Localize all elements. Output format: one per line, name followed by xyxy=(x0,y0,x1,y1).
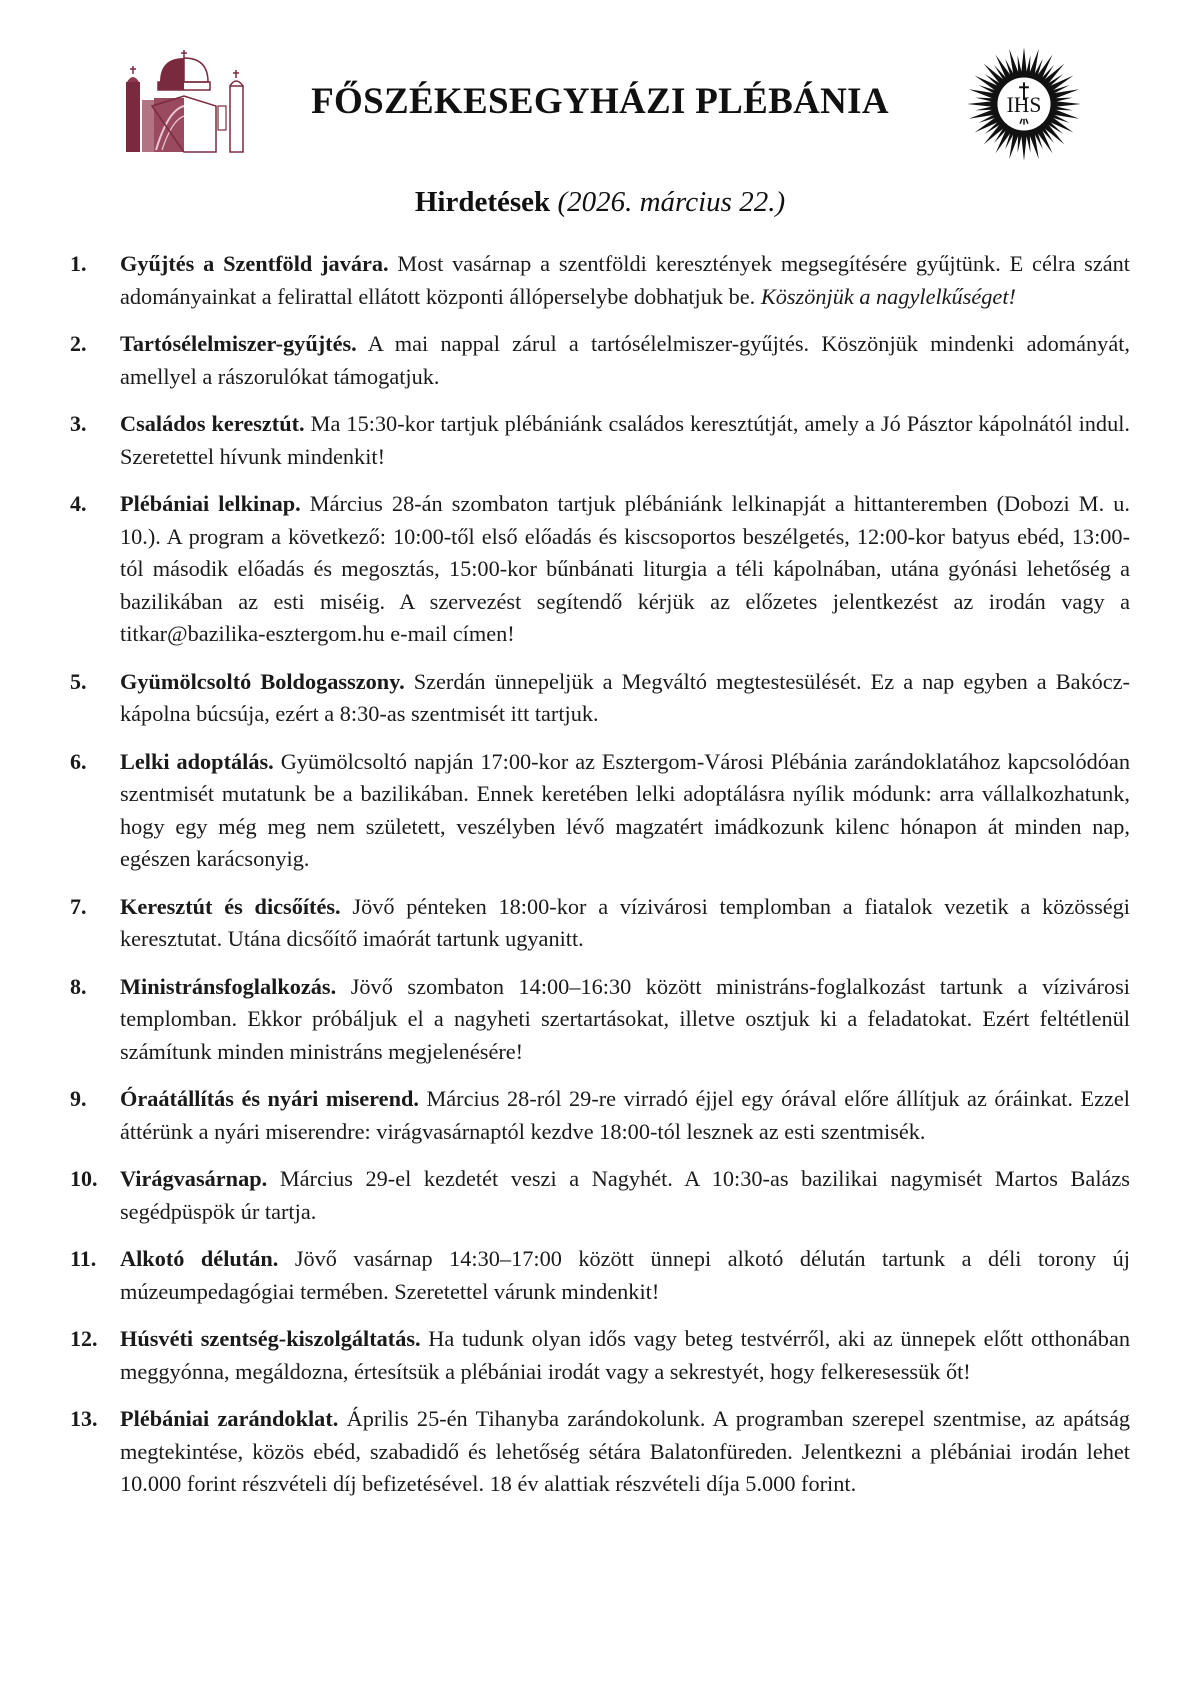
item-body xyxy=(120,328,1130,393)
item-text: Ma 15:30-kor tartjuk plébániánk családos keresztútját, amely a Jó Pásztor kápolnától indul. Szeretettel hívunk mindenkit! xyxy=(120,411,1130,469)
item-number: 9. xyxy=(70,1086,87,1111)
announcements-heading xyxy=(0,186,1200,219)
item-number: 10. xyxy=(70,1166,98,1191)
announcements-label: Hirdetések xyxy=(414,186,551,218)
announcement-item xyxy=(70,1323,1130,1388)
announcement-item xyxy=(70,1083,1130,1148)
announcement-item xyxy=(70,971,1130,1069)
item-heading: Plébániai zarándoklat. xyxy=(120,1406,339,1431)
item-text: Jövő szombaton 14:00–16:30 között ministráns-foglalkozást tartunk a vízivárosi templomban. Ekkor próbáljuk el a nagyheti szertartásokat, illetve osztjuk ki a feladatokat. Ezért feltétlenül számítunk minden ministráns megjelenésére! xyxy=(120,973,1130,1064)
item-heading: Gyűjtés a Szentföld javára. xyxy=(120,251,389,276)
announcement-item xyxy=(70,1403,1130,1501)
item-text: Jövő pénteken 18:00-kor a vízivárosi templomban a fiatalok vezetik a közösségi keresztutat. Utána dicsőítő imaórát tartunk ugyanitt. xyxy=(120,893,1131,951)
announcement-item xyxy=(70,408,1130,473)
item-number: 12. xyxy=(70,1326,98,1351)
announcement-item xyxy=(70,328,1130,393)
item-text: Szerdán ünnepeljük a Megváltó megtestesülését. Ez a nap egyben a Bakócz-kápolna búcsúja, ezért a 8:30-as szentmisét itt tartjuk. xyxy=(120,668,1130,726)
item-body xyxy=(120,891,1130,956)
announcement-item xyxy=(70,891,1130,956)
announcement-item xyxy=(70,746,1130,876)
announcement-item xyxy=(70,248,1130,313)
announcements-list xyxy=(70,248,1130,1516)
item-heading: Virágvasárnap. xyxy=(120,1166,268,1191)
item-body xyxy=(120,1243,1130,1308)
item-number: 11. xyxy=(70,1246,97,1271)
item-number: 7. xyxy=(70,893,87,919)
item-body xyxy=(120,1163,1130,1228)
item-text: Gyümölcsoltó napján 17:00-kor az Esztergom-Városi Plébánia zarándoklatához kapcsolódóan szentmisét mutatunk be a bazilikában. Ennek keretében lelki adoptálásra nyílik módunk: arra vállalkozhatunk, hogy egy még meg nem született, veszélyben lévő magzatért imádkozunk kilenc hónapon át minden nap, egészen karácsonyig. xyxy=(120,748,1130,871)
item-text: A mai nappal zárul a tartósélelmiszer-gyűjtés. Köszönjük mindenki adományát, amellyel a rászorulókat támogatjuk. xyxy=(120,331,1130,389)
item-text: Ha tudunk olyan idős vagy beteg testvérről, aki az ünnepek előtt otthonában meggyónna, megáldozna, értesítsük a plébániai irodát vagy a sekrestyét, hogy felkeresessük őt! xyxy=(120,1326,1130,1384)
item-text: Március 29-el kezdetét veszi a Nagyhét. A 10:30-as bazilikai nagymisét Martos Balázs segédpüspök úr tartja. xyxy=(120,1166,1130,1224)
item-body xyxy=(120,248,1130,313)
announcement-item xyxy=(70,488,1130,651)
item-heading: Tartósélelmiszer-gyűjtés. xyxy=(120,331,357,356)
item-text: Április 25-én Tihanyba zarándokolunk. A programban szerepel szentmise, az apátság megtekintése, közös ebéd, szabadidő és lehetőség sétára Balatonfüreden. Jelentkezni a plébániai irodán lehet 10.000 forint részvételi díj befizetésével. 18 év alattiak részvételi díja 5.000 forint. xyxy=(120,1406,1130,1496)
item-body xyxy=(120,408,1130,473)
item-number: 13. xyxy=(70,1406,98,1431)
item-number: 4. xyxy=(70,491,87,516)
page-header xyxy=(0,0,1200,190)
item-heading: Keresztút és dicsőítés. xyxy=(120,893,341,919)
item-heading: Húsvéti szentség-kiszolgáltatás. xyxy=(120,1326,421,1351)
item-heading: Plébániai lelkinap. xyxy=(120,491,301,516)
announcement-item xyxy=(70,1243,1130,1308)
item-number: 1. xyxy=(70,251,87,276)
item-heading: Ministránsfoglalkozás. xyxy=(120,973,337,999)
item-text: Jövő vasárnap 14:30–17:00 között ünnepi alkotó délután tartunk a déli torony új múzeumpedagógiai termében. Szeretettel várunk mindenkit! xyxy=(120,1246,1130,1304)
item-body xyxy=(120,1323,1130,1388)
ihs-sun-emblem-icon xyxy=(965,45,1083,163)
item-text: Március 28-ról 29-re virradó éjjel egy órával előre állítjuk az óráinkat. Ezzel áttérünk a nyári miserendre: virágvasárnaptól kezdve 18:00-tól lesznek az esti szentmisék. xyxy=(120,1086,1130,1144)
page-title: FŐSZÉKESEGYHÁZI PLÉBÁNIA xyxy=(311,81,889,122)
item-body xyxy=(120,971,1130,1069)
item-number: 2. xyxy=(70,331,87,356)
item-heading: Gyümölcsoltó Boldogasszony. xyxy=(120,668,405,694)
item-text: Most vasárnap a szentföldi keresztények megsegítésére gyűjtünk. E célra szánt adományainkat a felirattal ellátott központi állóperselybe dobhatjuk be. xyxy=(120,251,1130,309)
item-body xyxy=(120,1083,1130,1148)
item-heading: Alkotó délután. xyxy=(120,1246,279,1271)
svg-text:IHS: IHS xyxy=(1006,92,1042,117)
item-heading: Óraátállítás és nyári miserend. xyxy=(120,1086,419,1111)
item-body xyxy=(120,1403,1130,1501)
announcement-item xyxy=(70,1163,1130,1228)
item-text: Március 28-án szombaton tartjuk plébániánk lelkinapját a hittanteremben (Dobozi M. u. 10.). A program a következő: 10:00-től első előadás és kiscsoportos beszélgetés, 12:00-kor batyus ebéd, 13:00-tól második előadás és megosztás, 15:00-kor bűnbánati liturgia a téli kápolnában, utána gyónási lehetőség a bazilikában az esti miséig. A szervezést segítendő kérjük az előzetes jelentkezést az irodán vagy a titkar@bazilika-esztergom.hu e-mail címen! xyxy=(120,491,1130,646)
item-body xyxy=(120,746,1130,876)
item-body xyxy=(120,666,1130,731)
item-number: 8. xyxy=(70,973,87,999)
item-heading: Lelki adoptálás. xyxy=(120,748,274,774)
item-number: 3. xyxy=(70,411,87,436)
announcement-item xyxy=(70,666,1130,731)
item-number: 6. xyxy=(70,748,87,774)
item-heading: Családos keresztút. xyxy=(120,411,305,436)
item-body xyxy=(120,488,1130,651)
announcements-date: (2026. március 22.) xyxy=(557,186,786,218)
item-number: 5. xyxy=(70,668,87,694)
item-italic-note: Köszönjük a nagylelkűséget! xyxy=(760,283,1016,309)
